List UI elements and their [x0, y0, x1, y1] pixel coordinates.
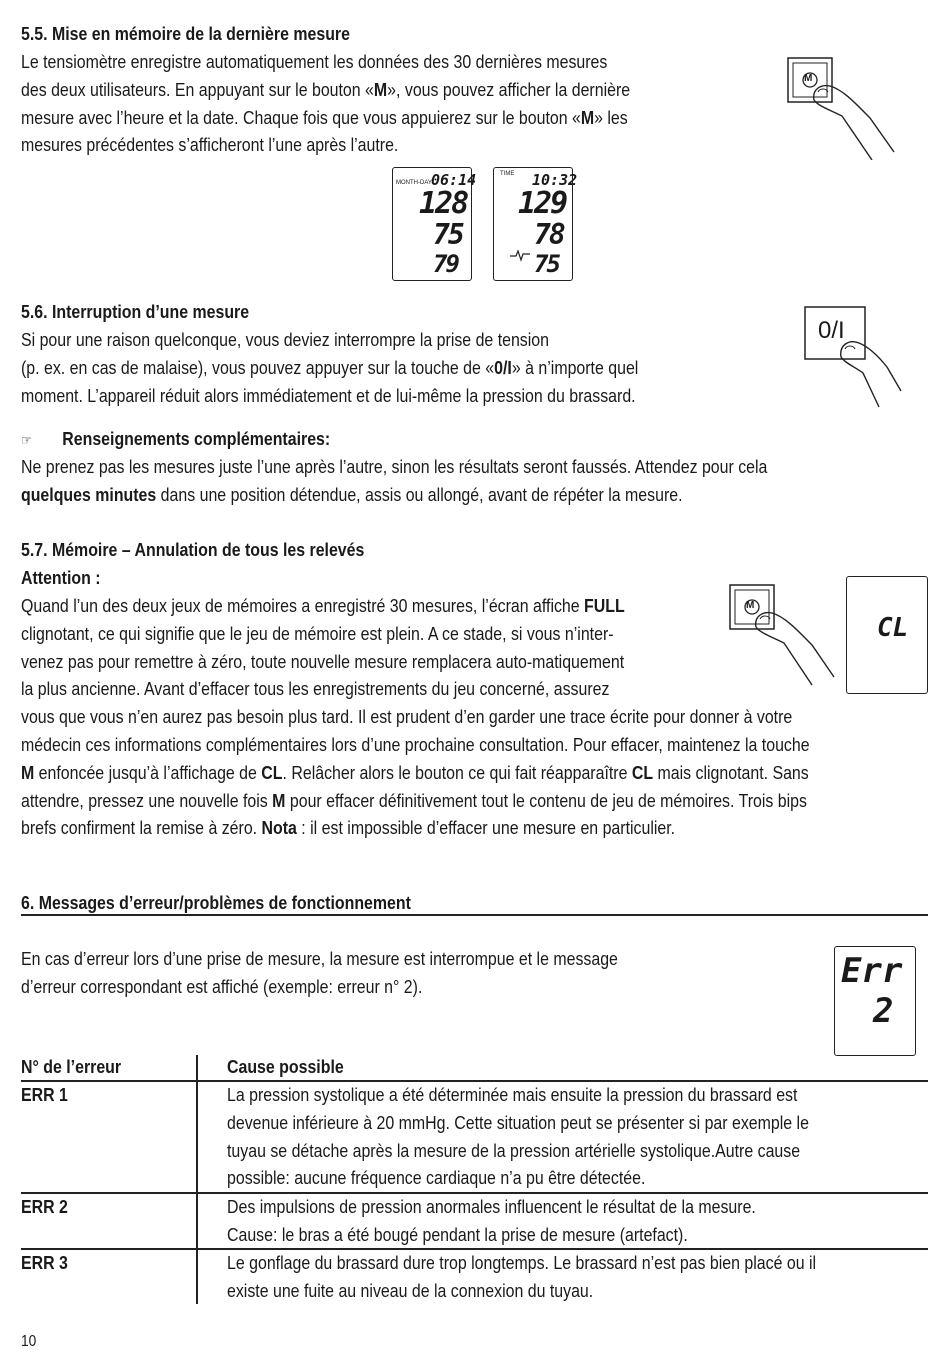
table-header-code: N° de l’erreur	[21, 1056, 122, 1077]
table-row-cause: La pression systolique a été déterminée mais ensuite la pression du brassard est devenue inférieure à 20 mmHg. Cette situation peut se présenter si par exemple le tuyau se détache après la mesure de la pression artérielle systolique.Autre cause possible: aucune fréquence cardiaque n’a pu être détectée.	[227, 1084, 809, 1189]
section-5-7-heading: 5.7. Mémoire – Annulation de tous les relevés	[21, 539, 365, 560]
section-5-7-body: Quand l’un des deux jeux de mémoires a enregistré 30 mesures, l’écran affiche FULL clignotant, ce qui signifie que le jeu de mémoire est plein. A ce stade, si vous n’inter- venez pas pour remettre à zéro, toute nouvelle mesure remplacera auto-matiquement la plus ancienne. Avant d’effacer tous les enregistrements du jeu concerné, assurez vous que vous n’en aurez pas besoin plus tard. Il est prudent d’en garder une trace écrite pour donner à votre médecin ces informations complémentaires lors d’une prochaine consultation. Pour effacer, maintenez la touche M enfoncée jusqu’à l’affichage de CL. Relâcher alors le bouton ce qui fait réapparaître CL mais clignotant. Sans attendre, pressez une nouvelle fois M pour effacer définitivement tout le contenu de jeu de mémoires. Trois bips brefs confirment la remise à zéro. Nota : il est impossible d’effacer une mesure en particulier.	[21, 595, 810, 839]
power-button-label: 0/I	[818, 317, 845, 344]
display-1-time: 06:14	[431, 171, 477, 189]
pointing-hand-icon: ☞	[21, 432, 32, 448]
m-button-label: M	[804, 73, 813, 84]
table-header-cause: Cause possible	[227, 1056, 344, 1077]
page-number: 10	[21, 1333, 37, 1350]
clear-display	[846, 576, 928, 694]
table-row-code: ERR 3	[21, 1252, 68, 1273]
display-1-diastolic: 75	[433, 218, 463, 251]
heartbeat-icon	[510, 248, 530, 262]
section-6-heading: 6. Messages d’erreur/problèmes de fonctionnement	[21, 892, 411, 913]
display-1-mode: MONTH-DAY	[396, 180, 432, 186]
error-display-top: Err	[841, 951, 903, 991]
m-button-illustration-clear	[728, 583, 838, 687]
table-row-cause: Le gonflage du brassard dure trop longtemps. Le brassard n’est pas bien placé ou il existe une fuite au niveau de la connexion du tuyau.	[227, 1252, 817, 1301]
m-button-label-clear: M	[746, 600, 755, 611]
section-5-5-body: Le tensiomètre enregistre automatiquement les données des 30 dernières mesures des deux utilisateurs. En appuyant sur le bouton «M», vous pouvez afficher la dernière mesure avec l’heure et la date. Chaque fois que vous appuierez sur le bouton «M» les mesures précédentes s’afficheront l’une après l’autre.	[21, 51, 631, 156]
display-2-pulse: 75	[534, 250, 559, 278]
power-button-illustration	[803, 305, 903, 410]
section-5-6-body: Si pour une raison quelconque, vous deviez interrompre la prise de tension (p. ex. en cas de malaise), vous pouvez appuyer sur la touche de «0/I» à n’importe quel moment. L’appareil réduit alors immédiatement et de lui-même la pression du brassard.	[21, 329, 639, 406]
info-body: Ne prenez pas les mesures juste l’une après l’autre, sinon les résultats seront faussés. Attendez pour cela quelques minutes dans une position détendue, assis ou allongé, avant de répéter la mesure.	[21, 456, 768, 505]
section-5-6-heading: 5.6. Interruption d’une mesure	[21, 301, 250, 322]
clear-display-text: CL	[877, 613, 909, 643]
display-2-time: 10:32	[532, 171, 578, 189]
memory-display-1	[392, 167, 477, 281]
error-display-bottom: 2	[873, 991, 894, 1031]
table-divider	[196, 1055, 198, 1304]
section-6-body: En cas d’erreur lors d’une prise de mesure, la mesure est interrompue et le message d’erreur correspondant est affiché (exemple: erreur n° 2).	[21, 948, 618, 997]
display-2-mode: TIME	[500, 171, 515, 177]
table-row-code: ERR 2	[21, 1196, 68, 1217]
display-2-diastolic: 78	[534, 218, 564, 251]
info-heading-row	[21, 425, 330, 455]
display-1-pulse: 79	[433, 250, 458, 278]
table-row-cause: Des impulsions de pression anormales influencent le résultat de la mesure. Cause: le bras a été bougé pendant la prise de mesure (artefact).	[227, 1196, 756, 1245]
table-row-code: ERR 1	[21, 1084, 68, 1105]
section-6-rule	[21, 914, 928, 916]
attention-label: Attention :	[21, 567, 101, 588]
info-heading: Renseignements complémentaires:	[62, 428, 331, 449]
display-1-systolic: 128	[419, 186, 468, 221]
m-button-illustration	[786, 56, 896, 160]
section-5-5-heading: 5.5. Mise en mémoire de la dernière mesure	[21, 23, 350, 44]
memory-display-2	[493, 167, 578, 281]
display-2-systolic: 129	[518, 186, 567, 221]
error-display	[834, 946, 916, 1056]
